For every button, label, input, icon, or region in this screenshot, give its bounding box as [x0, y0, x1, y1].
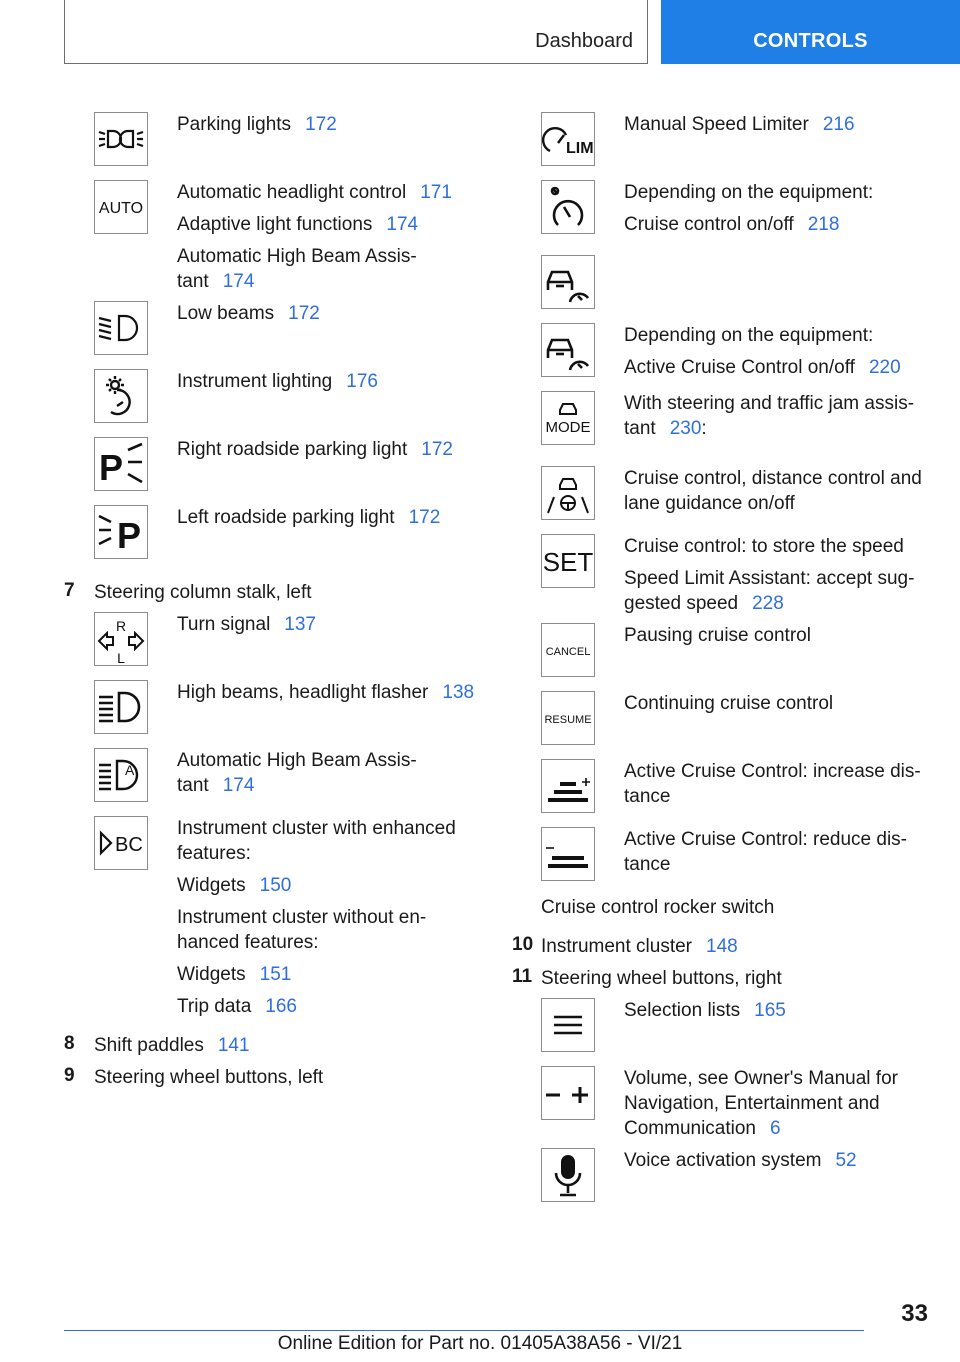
item-text [177, 180, 477, 301]
svg-text:BC: BC [115, 834, 143, 856]
text-line: Trip data 166 [177, 996, 297, 1017]
text-line: Turn signal 137 [177, 614, 316, 635]
page-ref-link[interactable]: 148 [706, 936, 738, 957]
svg-text:A: A [125, 762, 135, 778]
resume-button-icon [541, 691, 595, 745]
page-ref-link[interactable]: 150 [259, 875, 292, 896]
item-text [177, 680, 477, 712]
text-line: Communication 6 [624, 1118, 781, 1139]
cancel-button-icon [541, 623, 595, 677]
edition-text: Online Edition for Part no. 01405A38A56 - VI/21 [277, 1333, 683, 1354]
text-line: Active Cruise Control: reduce dis- [624, 829, 907, 850]
cruise-control-icon [541, 180, 595, 234]
low-beams-icon [94, 301, 148, 355]
page-ref-link[interactable]: 172 [288, 303, 320, 324]
item-text [177, 748, 477, 805]
text-line: Instrument cluster without en- [177, 907, 427, 928]
page-ref-link[interactable]: 166 [265, 996, 297, 1017]
svg-text:SET: SET [542, 547, 594, 577]
item-title: Instrument cluster 148 [541, 936, 738, 957]
svg-text:LIM: LIM [566, 140, 594, 157]
text-line: tant 174 [177, 775, 255, 796]
item-text [624, 323, 924, 387]
text-line: Automatic High Beam Assis- [177, 246, 417, 267]
item-text [177, 112, 477, 144]
text-line: tance [624, 854, 671, 875]
page-ref-link[interactable]: 172 [408, 507, 441, 528]
page-ref-link[interactable]: 220 [868, 357, 901, 378]
page-ref-link[interactable]: 174 [222, 775, 255, 796]
bc-button-icon [94, 816, 148, 870]
text-line: gested speed 228 [624, 593, 784, 614]
text-line: Depending on the equipment: [624, 325, 874, 346]
distance-reduce-icon [541, 827, 595, 881]
item-text [177, 369, 477, 401]
page-ref-link[interactable]: 172 [421, 439, 453, 460]
text-line: Speed Limit Assistant: accept sug- [624, 568, 915, 589]
page-ref-link[interactable]: 137 [284, 614, 316, 635]
parking-lights-icon [94, 112, 148, 166]
text-line: Adaptive light functions 174 [177, 214, 419, 235]
section-title: Dashboard [535, 30, 633, 52]
page-ref-link[interactable]: 165 [754, 1000, 786, 1021]
text-line: Parking lights 172 [177, 114, 337, 135]
voice-activation-icon [541, 1148, 595, 1202]
item-text [624, 180, 924, 244]
text-line: Continuing cruise control [624, 693, 834, 714]
text-line: Navigation, Entertainment and [624, 1093, 880, 1114]
item-number: 11 [512, 966, 533, 987]
page-ref-link[interactable]: 176 [346, 371, 378, 392]
text-line: tant 230: [624, 418, 707, 439]
svg-text:RESUME: RESUME [544, 714, 592, 726]
distance-increase-icon [541, 759, 595, 813]
text-line: High beams, headlight flasher 138 [177, 682, 475, 703]
text-line: Selection lists 165 [624, 1000, 786, 1021]
right-parking-light-icon [94, 437, 148, 491]
text-line: Active Cruise Control: increase dis- [624, 761, 921, 782]
item-text [624, 827, 924, 884]
text-line: Voice activation system 52 [624, 1150, 857, 1171]
text-line: Widgets 150 [177, 875, 292, 896]
item-title: Steering wheel buttons, right [541, 968, 782, 989]
page-ref-link[interactable]: 151 [259, 964, 292, 985]
text-line: Cruise control on/off 218 [624, 214, 840, 235]
item-text [624, 1148, 924, 1180]
text-line: Cruise control: to store the speed [624, 536, 904, 557]
page-ref-link[interactable]: 141 [217, 1035, 250, 1056]
item-title: Steering column stalk, left [94, 582, 312, 603]
item-number: 7 [64, 580, 75, 601]
auto-headlight-icon [94, 180, 148, 234]
page-ref-link[interactable]: 230 [669, 418, 702, 439]
text-line: Widgets 151 [177, 964, 292, 985]
page-ref-link[interactable]: 138 [442, 682, 475, 703]
page-ref-link[interactable]: 216 [822, 114, 855, 135]
item-text [177, 816, 477, 1026]
set-button-icon [541, 534, 595, 588]
text-line: Active Cruise Control on/off 220 [624, 357, 901, 378]
lane-guidance-icon [541, 466, 595, 520]
item-text [624, 112, 924, 144]
text-line: Right roadside parking light 172 [177, 439, 453, 460]
page-ref-link[interactable]: 174 [222, 271, 255, 292]
volume-icon [541, 1066, 595, 1120]
svg-text:L: L [117, 650, 125, 665]
item-text [624, 998, 924, 1030]
text-line: Cruise control, distance control and [624, 468, 922, 489]
item-text [177, 437, 477, 469]
item-text [624, 1066, 924, 1148]
text-line: Depending on the equipment: [624, 182, 874, 203]
text-line: tance [624, 786, 671, 807]
svg-text:R: R [115, 618, 127, 634]
text-line: Left roadside parking light 172 [177, 507, 441, 528]
item-text [624, 691, 924, 723]
text-line: Automatic headlight control 171 [177, 182, 452, 203]
item-text [177, 612, 477, 644]
chapter-title: CONTROLS [753, 30, 868, 52]
rocker-switch-label: Cruise control rocker switch [541, 897, 775, 918]
text-line: Low beams 172 [177, 303, 320, 324]
text-line: features: [177, 843, 251, 864]
text-line: Instrument lighting 176 [177, 371, 378, 392]
text-line: Volume, see Owner's Manual for [624, 1068, 898, 1089]
page-number: 33 [901, 1300, 928, 1327]
item-text [624, 391, 924, 448]
svg-text:P: P [117, 515, 142, 556]
item-number: 8 [64, 1033, 75, 1054]
svg-text:CANCEL: CANCEL [545, 646, 591, 658]
item-text [177, 301, 477, 333]
svg-text:MODE: MODE [545, 419, 591, 436]
text-line: lane guidance on/off [624, 493, 795, 514]
auto-high-beam-icon [94, 748, 148, 802]
item-title: Shift paddles 141 [94, 1035, 250, 1056]
mode-button-icon [541, 391, 595, 445]
page-ref-link[interactable]: 172 [305, 114, 337, 135]
text-line: Manual Speed Limiter 216 [624, 114, 855, 135]
item-text [624, 466, 924, 523]
item-number: 9 [64, 1065, 75, 1086]
item-text [177, 505, 477, 537]
item-text [624, 759, 924, 816]
text-line: Pausing cruise control [624, 625, 811, 646]
high-beams-icon [94, 680, 148, 734]
page-ref-link[interactable]: 171 [420, 182, 452, 203]
text-line: Instrument cluster with enhanced [177, 818, 456, 839]
active-cruise-alt-icon [541, 323, 595, 377]
footer-divider [64, 1330, 864, 1331]
selection-lists-icon [541, 998, 595, 1052]
page-ref-link[interactable]: 6 [770, 1118, 781, 1139]
header-section-box [64, 0, 648, 64]
active-cruise-icon [541, 255, 595, 309]
header-chapter-box [661, 0, 960, 64]
svg-text:AUTO: AUTO [98, 200, 144, 217]
text-line: With steering and traffic jam assis- [624, 393, 915, 414]
text-line: tant 174 [177, 271, 255, 292]
text-line: hanced features: [177, 932, 319, 953]
page-ref-link[interactable]: 218 [807, 214, 840, 235]
instrument-lighting-icon [94, 369, 148, 423]
item-text [624, 534, 924, 623]
turn-signal-icon [94, 612, 148, 666]
page-ref-link[interactable]: 174 [386, 214, 419, 235]
item-title: Steering wheel buttons, left [94, 1067, 324, 1088]
svg-text:P: P [99, 447, 124, 488]
text-line: Automatic High Beam Assis- [177, 750, 417, 771]
page-ref-link[interactable]: 228 [752, 593, 784, 614]
speed-limiter-icon [541, 112, 595, 166]
left-parking-light-icon [94, 505, 148, 559]
item-text [624, 623, 924, 655]
page-ref-link[interactable]: 52 [835, 1150, 857, 1171]
item-number: 10 [512, 934, 534, 955]
